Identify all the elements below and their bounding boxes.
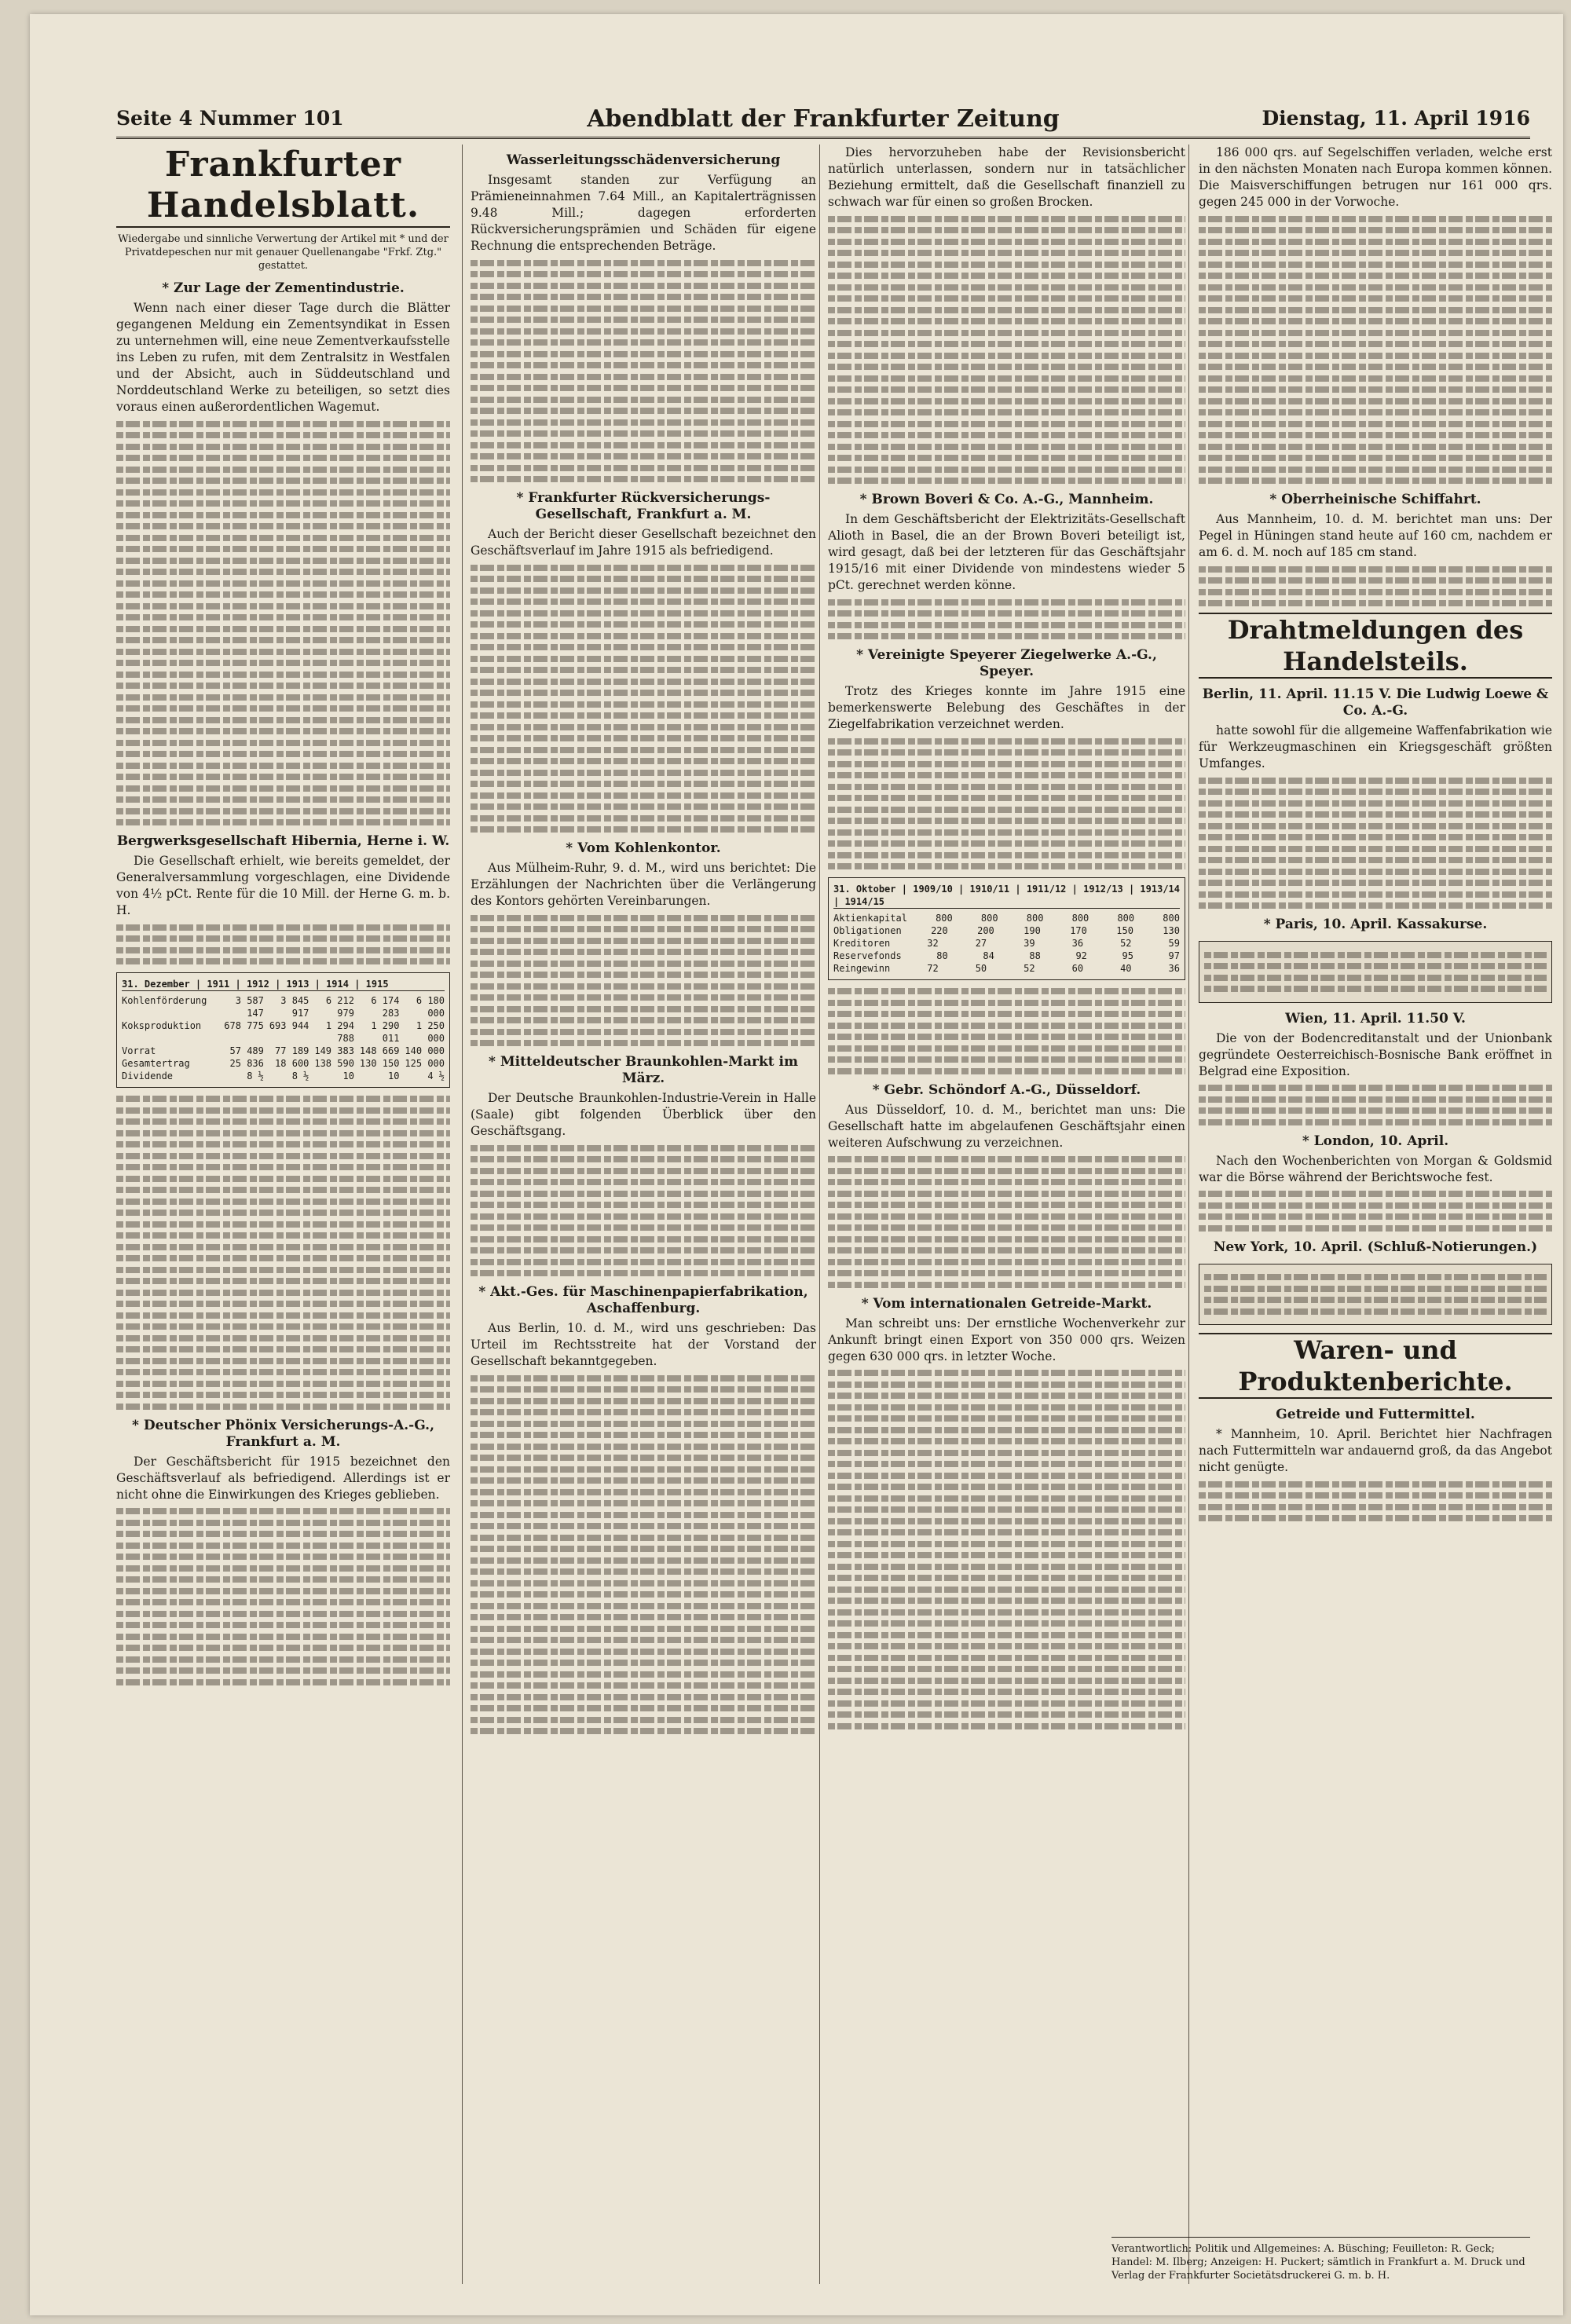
article-title: * Oberrheinische Schiffahrt.	[1269, 492, 1481, 507]
table-row	[833, 912, 1180, 924]
table-cell: 27	[975, 938, 987, 949]
column-3	[819, 145, 1193, 2284]
table-cell: 693 944	[269, 1020, 309, 1031]
table-cell: 92	[1075, 950, 1087, 961]
article-title: Wasserleitungsschädenversicherung	[506, 152, 781, 168]
table-cell: 1 294 788	[325, 1020, 354, 1044]
publication-date: Dienstag, 11. April 1916	[1262, 107, 1530, 130]
table-cell: Reservefonds	[833, 950, 902, 961]
article-text: * Mannheim, 10. April. Berichtet hier Nachfragen nach Futtermitteln war andauernd groß, da das Angebot nicht genügte.	[1199, 1427, 1552, 1474]
column-1	[116, 145, 458, 2284]
page-number: Seite 4 Nummer 101	[116, 107, 344, 130]
column-4	[1188, 145, 1552, 2284]
article-title: * Deutscher Phönix Versicherungs-A.-G., Frankfurt a. M.	[132, 1417, 434, 1450]
table-cell: 220	[931, 925, 948, 936]
article-title: * Frankfurter Rückversicherungs-Gesellschaft, Frankfurt a. M.	[516, 490, 771, 522]
table-cell: 6 174 283	[371, 995, 400, 1019]
article-text: Trotz des Krieges konnte im Jahre 1915 eine bemerkenswerte Belebung des Geschäftes in der Ziegelfabrikation verzeichnet werden.	[828, 684, 1185, 731]
article-title: * London, 10. April.	[1302, 1133, 1449, 1149]
table-cell: 36	[1168, 963, 1180, 974]
table-cell: 25 836	[229, 1058, 264, 1069]
table-cell: 88	[1029, 950, 1041, 961]
table-cell: Kreditoren	[833, 938, 891, 949]
table-cell: 800	[1117, 913, 1135, 924]
table-body	[833, 912, 1180, 975]
table-cell: 3 587 147	[235, 995, 264, 1019]
table-cell: 130	[1163, 925, 1180, 936]
article-title: * Paris, 10. April. Kassakurse.	[1263, 917, 1488, 932]
table-cell: 52	[1120, 938, 1132, 949]
table-cell: 138 590	[314, 1058, 354, 1069]
table-body	[122, 994, 445, 1082]
article-title: Wien, 11. April. 11.50 V.	[1285, 1010, 1466, 1027]
table-cell: 72	[927, 963, 939, 974]
columns	[116, 145, 1552, 2284]
table-cell: 8 ½	[291, 1071, 309, 1081]
article-text: Nach den Wochenberichten von Morgan & Goldsmid war die Börse während der Berichtswoche fest.	[1199, 1153, 1552, 1184]
table-cell: Gesamtertrag	[122, 1058, 190, 1069]
table-row	[122, 994, 445, 1019]
article-subtitle: Getreide und Futtermittel.	[1276, 1407, 1475, 1422]
article-text: Der Geschäftsbericht für 1915 bezeichnet den Geschäftsverlauf als befriedigend. Allerdings ist er nicht ohne die Einwirkungen des Krieges geblieben.	[116, 1454, 450, 1502]
section-header: Drahtmeldungen des Handelsteils.	[1199, 613, 1552, 679]
table-row	[122, 1057, 445, 1070]
imprint: Verantwortlich: Politik und Allgemeines: A. Büsching; Feuilleton: R. Geck; Handel: M. Ilberg; Anzeigen: H. Puckert; sämtlich in Frankfurt a. M. Druck und Verlag der Frankfurter Societätsdruckerei G. m. b. H.	[1111, 2237, 1530, 2282]
table-cell: 1 250 000	[416, 1020, 445, 1044]
table-cell: 678 775	[224, 1020, 264, 1031]
table-cell: 80	[936, 950, 948, 961]
article-text: Die von der Bodencreditanstalt und der Unionbank gegründete Oesterreichisch-Bosnische Bank eröffnet in Belgrad eine Exposition.	[1199, 1030, 1552, 1078]
table-cell: 200	[977, 925, 994, 936]
article-text: Die Gesellschaft erhielt, wie bereits gemeldet, der Generalversammlung vorgeschlagen, eine Dividende von 4½ pCt. Rente für die 10 Mill. der Herne G. m. b. H.	[116, 854, 450, 917]
article-title: * Akt.-Ges. für Maschinenpapierfabrikation, Aschaffenburg.	[478, 1284, 808, 1316]
section-masthead: Frankfurter Handelsblatt.	[116, 145, 450, 228]
table-cell: 6 180 000	[416, 995, 445, 1019]
article-title: * Mitteldeutscher Braunkohlen-Markt im März.	[489, 1054, 798, 1086]
table-cell: 3 845 917	[280, 995, 309, 1019]
section-header: Waren- und Produktenberichte.	[1199, 1333, 1552, 1399]
table-cell: 4 ½	[427, 1071, 445, 1081]
table-cell: Dividende	[122, 1071, 174, 1081]
article-text: Auch der Bericht dieser Gesellschaft bezeichnet den Geschäftsverlauf im Jahre 1915 als befriedigend.	[471, 527, 816, 558]
table-cell: 140 000	[405, 1045, 445, 1056]
table-row	[833, 924, 1180, 937]
article-text: Aus Düsseldorf, 10. d. M., berichtet man uns: Die Gesellschaft hatte im abgelaufenen Geschäftsjahr einen weiteren Aufschwung zu verzeichnen.	[828, 1102, 1185, 1150]
market-table	[1199, 941, 1552, 1003]
newspaper-page	[30, 14, 1563, 2315]
table-cell: 97	[1168, 950, 1180, 961]
table-cell: 50	[975, 963, 987, 974]
table-cell: 39	[1024, 938, 1035, 949]
column-2	[462, 145, 824, 2284]
article-title: New York, 10. April. (Schluß-Notierungen.)	[1213, 1239, 1538, 1255]
table-cell: 1 290 011	[371, 1020, 400, 1044]
article-text: Aus Berlin, 10. d. M., wird uns geschrieben: Das Urteil im Rechtsstreite hat der Vorstand der Gesellschaft bekanntgegeben.	[471, 1321, 816, 1368]
table-cell: 150	[1116, 925, 1133, 936]
article-text: Insgesamt standen zur Verfügung an Prämieneinnahmen 7.64 Mill., an Kapitalerträgnissen 9.48 Mill.; dagegen erforderten Rückversicherungsprämien und Schäden für eigene Rechnung die entsprechenden Beträge.	[471, 173, 816, 253]
table-cell: 36	[1071, 938, 1084, 949]
table-row	[833, 950, 1180, 962]
table-cell: 6 212 979	[325, 995, 354, 1019]
table-cell: Vorrat	[122, 1045, 156, 1056]
table-cell: 57 489	[229, 1045, 264, 1056]
article-title: Berlin, 11. April. 11.15 V. Die Ludwig Loewe & Co. A.-G.	[1202, 686, 1549, 719]
table-row	[122, 1070, 445, 1082]
article-title: Bergwerksgesellschaft Hibernia, Herne i. W.	[116, 833, 450, 849]
article-title: * Vom Kohlenkontor.	[566, 840, 721, 856]
article-text: Dies hervorzuheben habe der Revisionsbericht natürlich unterlassen, sondern nur in tatsächlicher Beziehung ermittelt, daß die Gesellschaft finanziell zu schwach war für einen so großen Brocken.	[828, 145, 1185, 209]
table-row	[833, 962, 1180, 975]
table-cell: 800	[1026, 913, 1044, 924]
table-cell: 95	[1122, 950, 1133, 961]
table-header: 31. Oktober | 1909/10 | 1910/11 | 1911/12 | 1912/13 | 1913/14 | 1914/15	[833, 884, 1180, 907]
article-title: * Zur Lage der Zementindustrie.	[162, 280, 405, 296]
article-text: Man schreibt uns: Der ernstliche Wochenverkehr zur Ankunft bringt einen Export von 350 000 qrs. Weizen gegen 630 000 qrs. in letzter Woche.	[828, 1316, 1185, 1363]
reprint-note: Wiedergabe und sinnliche Verwertung der Artikel mit * und der Privatdepeschen nur mit genauer Quellenangabe "Frkf. Ztg." gestattet.	[118, 233, 449, 272]
table-cell: 170	[1070, 925, 1087, 936]
article-title: * Vom internationalen Getreide-Markt.	[861, 1295, 1152, 1312]
table-cell: 18 600	[275, 1058, 309, 1069]
table-cell: Reingewinn	[833, 963, 891, 974]
article-text: Wenn nach einer dieser Tage durch die Blätter gegangenen Meldung ein Zementsyndikat in Essen zu unternehmen will, eine neue Zementverkaufsstelle ins Leben zu rufen, mit dem Zentralsitz in Westfalen und der Absicht, auch in Süddeutschland und Norddeutschland Werke zu beteiligen, so setzt dies voraus einen außerordentlichen Wagemut.	[116, 301, 450, 414]
table-cell: Aktienkapital	[833, 913, 907, 924]
table-cell: 84	[983, 950, 994, 961]
table-cell: 125 000	[405, 1058, 445, 1069]
table-cell: 800	[1071, 913, 1089, 924]
table-cell: 10	[388, 1071, 400, 1081]
table-cell: 8 ½	[247, 1071, 264, 1081]
table-cell: 77 189	[275, 1045, 309, 1056]
newspaper-title: Abendblatt der Frankfurter Zeitung	[587, 105, 1060, 133]
table-cell: Kohlenförderung	[122, 995, 207, 1006]
table-cell: 32	[927, 938, 939, 949]
table-row	[833, 937, 1180, 950]
article-text: Aus Mannheim, 10. d. M. berichtet man uns: Der Pegel in Hüningen stand heute auf 160 cm, nachdem er am 6. d. M. noch auf 185 cm stand.	[1199, 512, 1552, 559]
table-cell: 190	[1024, 925, 1041, 936]
page-header	[116, 102, 1530, 139]
ziegelwerke-table	[828, 877, 1185, 980]
article-text: Aus Mülheim-Ruhr, 9. d. M., wird uns berichtet: Die Erzählungen der Nachrichten über die Verlängerung des Kontors gehörten Vereinbarungen.	[471, 861, 816, 908]
table-cell: 800	[936, 913, 953, 924]
table-cell: 52	[1024, 963, 1035, 974]
table-row	[122, 1019, 445, 1045]
table-cell: 800	[980, 913, 998, 924]
article-text: 186 000 qrs. auf Segelschiffen verladen, welche erst in den nächsten Monaten nach Europa kommen können. Die Maisverschiffungen betrugen nur 161 000 qrs. gegen 245 000 in der Vorwoche.	[1199, 145, 1552, 209]
table-header: 31. Dezember | 1911 | 1912 | 1913 | 1914 | 1915	[122, 978, 445, 991]
table-cell: 60	[1071, 963, 1084, 974]
article-text: In dem Geschäftsbericht der Elektrizitäts-Gesellschaft Alioth in Basel, die an der Brown Boveri beteiligt ist, wird gesagt, daß bei der letzteren für das Geschäftsjahr 1915/16 mit einer Dividende von mindestens wieder 5 pCt. gerechnet werden könne.	[828, 512, 1185, 592]
table-cell: 148 669	[359, 1045, 400, 1056]
table-cell: 800	[1163, 913, 1180, 924]
article-title: * Vereinigte Speyerer Ziegelwerke A.-G., Speyer.	[856, 647, 1157, 679]
table-cell: 130 150	[359, 1058, 400, 1069]
table-cell: Obligationen	[833, 925, 902, 936]
article-text: Der Deutsche Braunkohlen-Industrie-Verein in Halle (Saale) gibt folgenden Überblick über den Geschäftsgang.	[471, 1091, 816, 1138]
table-row	[122, 1045, 445, 1057]
table-cell: Koksproduktion	[122, 1020, 202, 1031]
table-cell: 40	[1120, 963, 1132, 974]
article-text: hatte sowohl für die allgemeine Waffenfabrikation wie für Werkzeugmaschinen ein Kriegsgeschäft größten Umfanges.	[1199, 723, 1552, 770]
article-title: * Gebr. Schöndorf A.-G., Düsseldorf.	[872, 1081, 1141, 1098]
ny-table	[1199, 1264, 1552, 1326]
table-cell: 59	[1168, 938, 1180, 949]
table-cell: 10	[342, 1071, 354, 1081]
article-title: * Brown Boveri & Co. A.-G., Mannheim.	[859, 492, 1154, 507]
hibernia-table	[116, 972, 450, 1088]
table-cell: 149 383	[314, 1045, 354, 1056]
